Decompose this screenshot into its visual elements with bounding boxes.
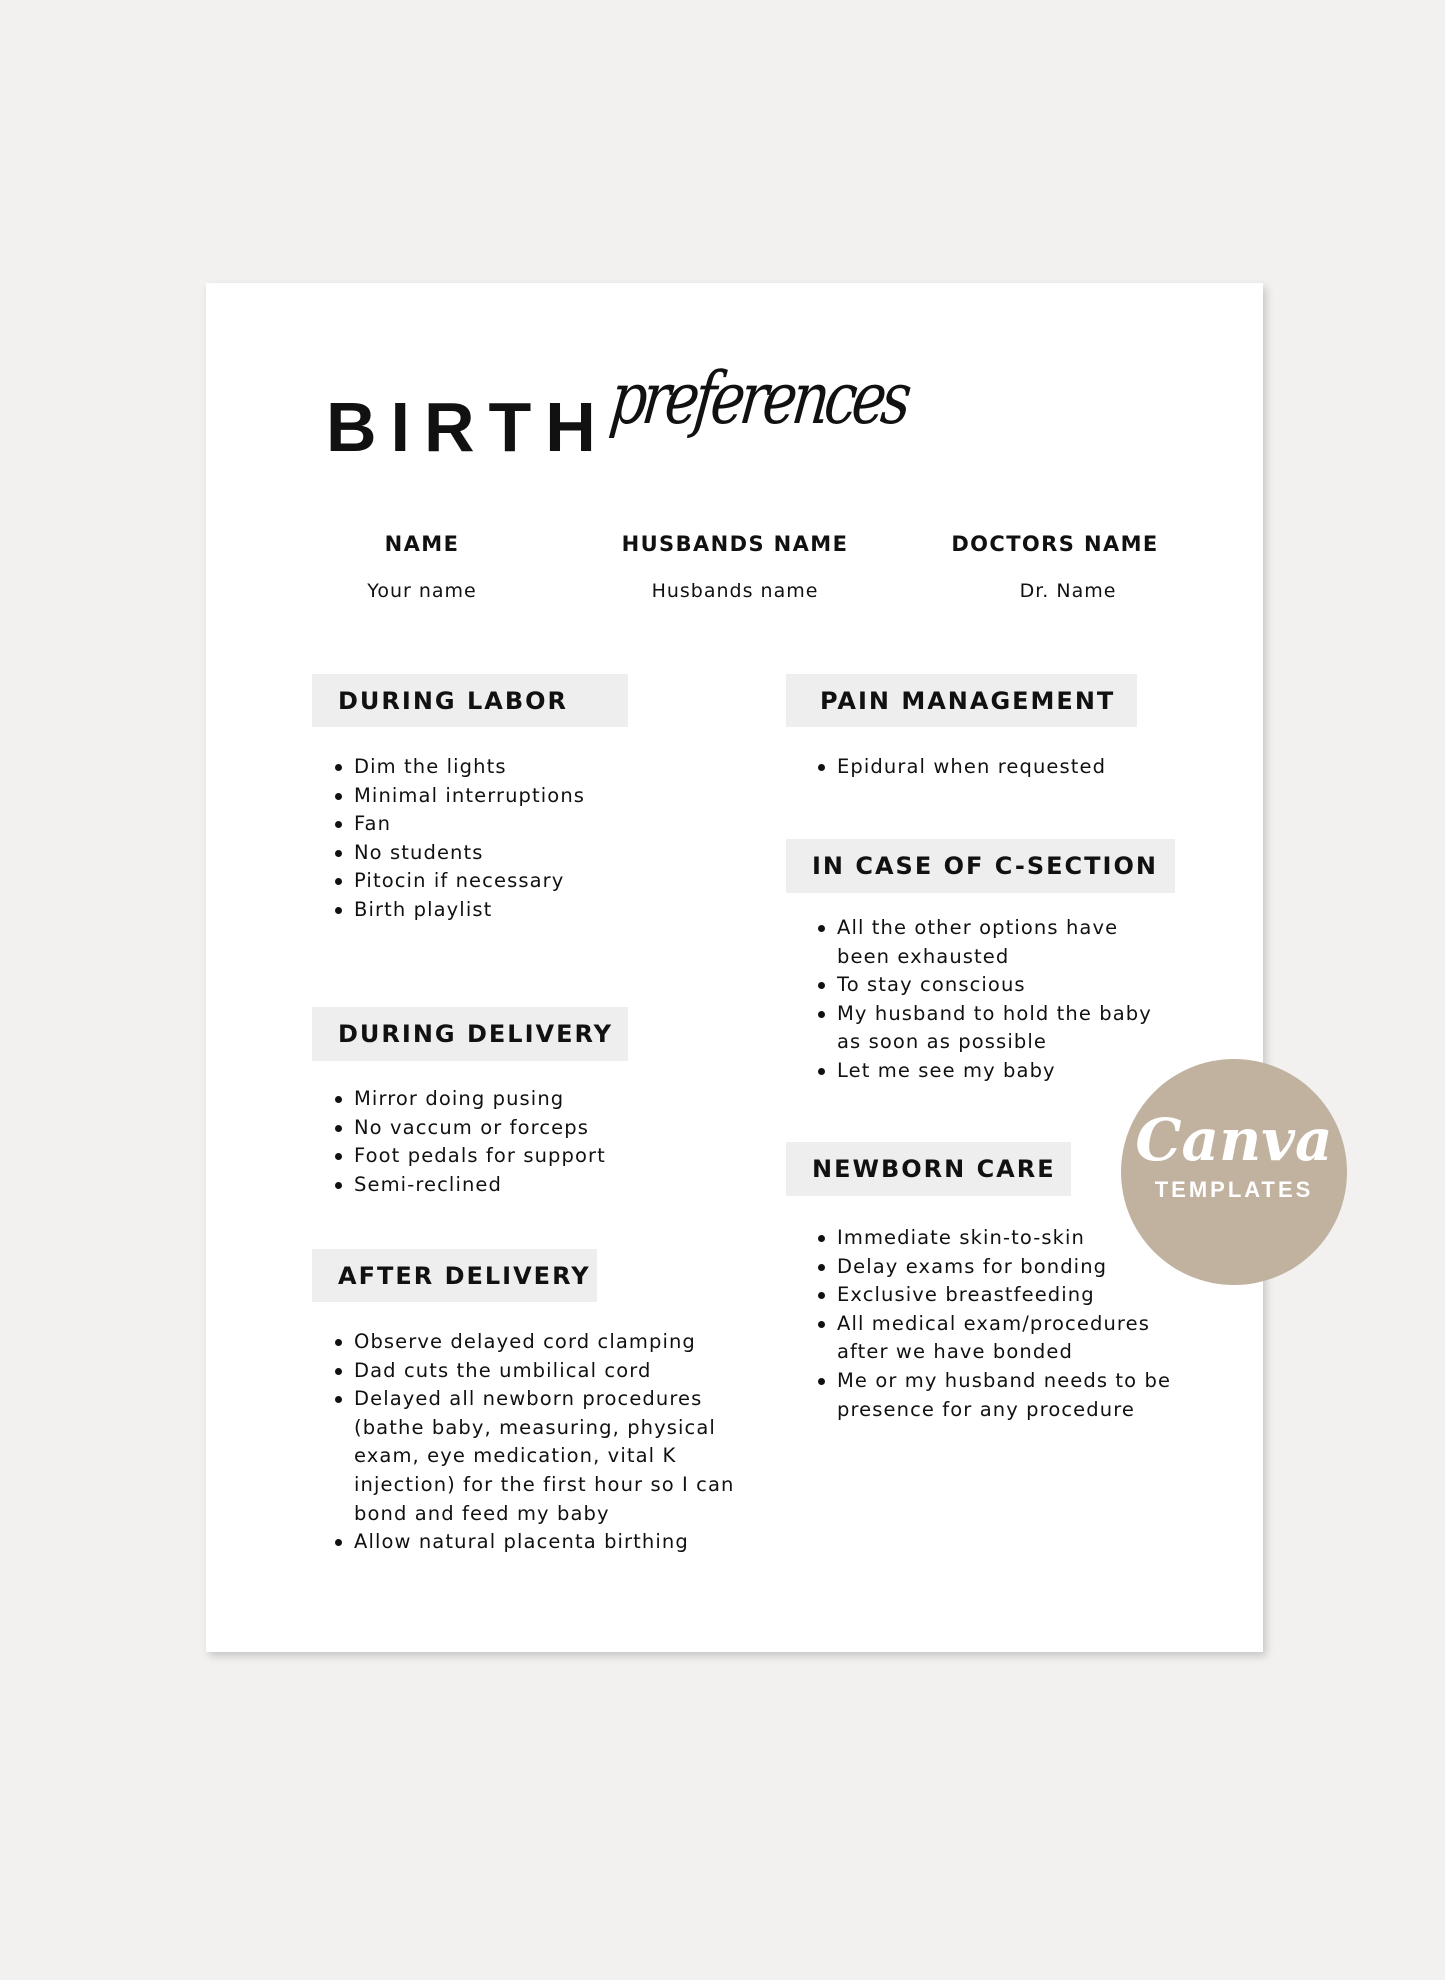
during-delivery-list bbox=[335, 1085, 765, 1199]
list-item: All medical exam/procedures after we have bonded bbox=[818, 1310, 1198, 1367]
list-item: Epidural when requested bbox=[818, 753, 1106, 782]
name-field bbox=[272, 532, 572, 602]
name-value: Your name bbox=[367, 580, 477, 602]
list-item: Let me see my baby bbox=[818, 1057, 1158, 1086]
list-item: Pitocin if necessary bbox=[335, 867, 585, 896]
list-item: My husband to hold the baby as soon as possible bbox=[818, 1000, 1158, 1057]
canva-logo: Canva bbox=[1135, 1106, 1333, 1174]
title-birth: BIRTH bbox=[326, 388, 610, 466]
husbands-name-value: Husbands name bbox=[651, 580, 819, 602]
list-item: All the other options have been exhausted bbox=[818, 914, 1158, 971]
section-heading-during-labor: DURING LABOR bbox=[312, 674, 628, 727]
list-item: Dad cuts the umbilical cord bbox=[335, 1357, 765, 1386]
doctors-name-label: DOCTORS NAME bbox=[951, 532, 1159, 556]
name-label: NAME bbox=[384, 532, 460, 556]
list-item: Delayed all newborn procedures (bathe baby, measuring, physical exam, eye medication, vital K injection) for the first hour so I can bond and feed my baby bbox=[335, 1385, 765, 1528]
list-item: To stay conscious bbox=[818, 971, 1158, 1000]
list-item: Observe delayed cord clamping bbox=[335, 1328, 765, 1357]
title-preferences-script: preferences bbox=[606, 356, 912, 440]
list-item: No vaccum or forceps bbox=[335, 1114, 765, 1143]
list-item: Semi-reclined bbox=[335, 1171, 765, 1200]
during-labor-list bbox=[335, 753, 585, 925]
doctors-name-field bbox=[905, 532, 1205, 602]
doctors-name-value: Dr. Name bbox=[1019, 580, 1117, 602]
husbands-name-label: HUSBANDS NAME bbox=[621, 532, 849, 556]
list-item: Exclusive breastfeeding bbox=[818, 1281, 1198, 1310]
list-item: Allow natural placenta birthing bbox=[335, 1528, 765, 1557]
list-item: Immediate skin-to-skin bbox=[818, 1224, 1198, 1253]
section-heading-pain-management: PAIN MANAGEMENT bbox=[786, 674, 1137, 727]
pain-management-list bbox=[818, 753, 1106, 782]
list-item: No students bbox=[335, 839, 585, 868]
list-item: Delay exams for bonding bbox=[818, 1253, 1198, 1282]
list-item: Me or my husband needs to be presence for any procedure bbox=[818, 1367, 1198, 1424]
badge-subtitle: TEMPLATES bbox=[1154, 1177, 1314, 1202]
list-item: Dim the lights bbox=[335, 753, 585, 782]
husbands-name-field bbox=[585, 532, 885, 602]
list-item: Fan bbox=[335, 810, 585, 839]
section-heading-newborn-care: NEWBORN CARE bbox=[786, 1142, 1071, 1196]
after-delivery-list bbox=[335, 1328, 765, 1557]
list-item: Birth playlist bbox=[335, 896, 585, 925]
newborn-care-list bbox=[818, 1224, 1198, 1424]
section-heading-during-delivery: DURING DELIVERY bbox=[312, 1007, 628, 1061]
list-item: Minimal interruptions bbox=[335, 782, 585, 811]
section-heading-after-delivery: AFTER DELIVERY bbox=[312, 1249, 597, 1302]
section-heading-c-section: IN CASE OF C-SECTION bbox=[786, 839, 1175, 893]
list-item: Mirror doing pusing bbox=[335, 1085, 765, 1114]
c-section-list bbox=[818, 914, 1158, 1086]
canva-templates-badge bbox=[1121, 1059, 1347, 1285]
list-item: Foot pedals for support bbox=[335, 1142, 765, 1171]
